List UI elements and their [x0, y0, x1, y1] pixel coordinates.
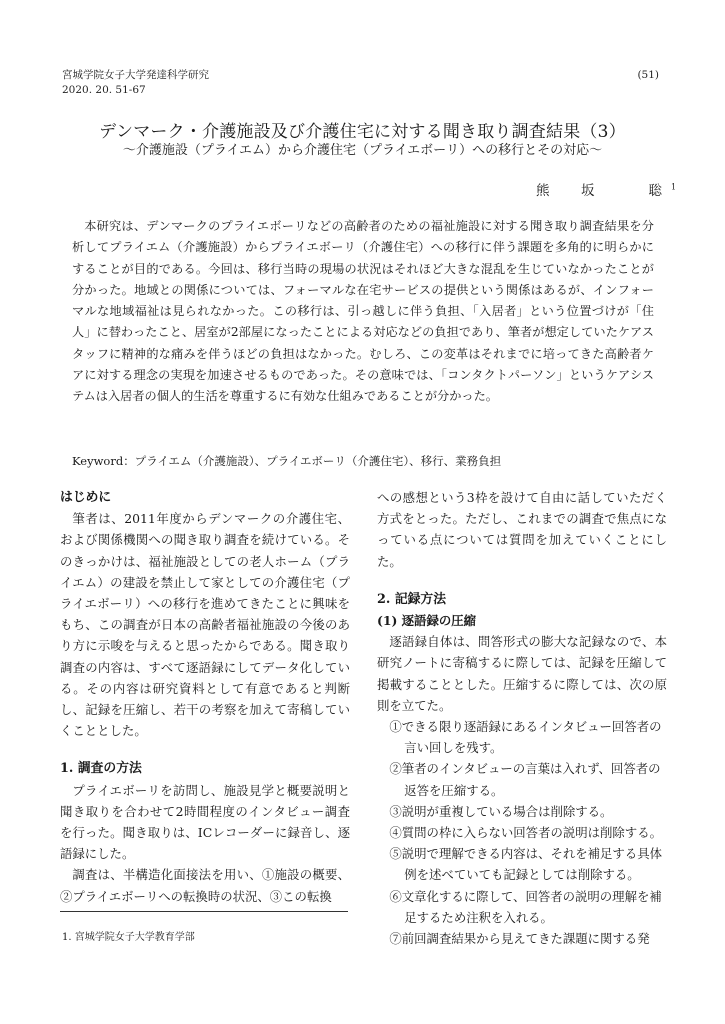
right-column [377, 487, 667, 949]
author-affiliation-mark: 1 [671, 182, 677, 192]
keywords: Keyword：プライエム（介護施設）、プライエボーリ（介護住宅）、移行、業務負担 [72, 454, 502, 468]
author-name: 熊 坂 聡 [536, 183, 671, 199]
left-column [60, 487, 350, 907]
rule-item: ④質問の枠に入らない回答者の説明は削除する。 [389, 825, 662, 841]
author [536, 179, 676, 199]
rule-item: ⑤説明で理解できる内容は、それを補足する具体例を述べていても記録としては削除する。 [389, 846, 662, 883]
rule-item: ⑥文章化するに際して、回答者の説明の理解を補足するため注釈を入れる。 [389, 888, 662, 925]
rule-item: ①できる限り逐語録にあるインタビュー回答者の言い回しを残す。 [389, 719, 662, 756]
section1-heading: 1. 調査の方法 [60, 761, 142, 777]
paper-title: デンマーク・介護施設及び介護住宅に対する聞き取り調査結果（3） [99, 122, 626, 142]
rule-item: ⑦前回調査結果から見えてきた課題に関する発 [389, 931, 650, 947]
footnote: 1. 宮城学院女子大学教育学部 [62, 932, 195, 943]
rule-item: ②筆者のインタビューの言葉は入れず、回答者の返答を圧縮する。 [389, 761, 661, 798]
intro-body: 筆者は、2011年度からデンマークの介護住宅、および関係機関への聞き取り調査を続けている。そのきっかけは、福祉施設としての老人ホーム（プライエム）の建設を禁止して家としての介護住宅（プライエボーリ）への移行を進めてきたことに興味をもち、この調査が日本の高齢者福祉施設の今後のあり方に示唆を与えると思ったからである。聞き取り調査の内容は、すべて逐語録にしてデータ化している。その内容は研究資料として有意であると判断し、記録を圧縮し、若干の考察を加えて寄稿していくこととした。 [60, 511, 350, 739]
section2-heading: 2. 記録方法 [377, 591, 447, 607]
section1-paragraph-2: 調査は、半構造化面接法を用い、①施設の概要、②プライエボーリへの転換時の状況、③この転換 [60, 867, 350, 904]
subsection-heading: (1) 逐語録の圧縮 [377, 613, 477, 629]
subsection-body: 逐語録自体は、問答形式の膨大な記録なので、本研究ノートに寄稿するに際しては、記録を圧縮して掲載することとした。圧縮するに際しては、次の原則を立てた。 [377, 634, 667, 713]
abstract-text: 本研究は、デンマークのプライエボーリなどの高齢者のための福祉施設に対する聞き取り調査結果を分析してプライエム（介護施設）からプライエボーリ（介護住宅）への移行に伴う課題を多角的に明らかにすることが目的である。今回は、移行当時の現場の状況はそれほど大きな混乱を生じていなかったことが分かった。地域との関係については、フォーマルな在宅サービスの提供という関係はあるが、インフォーマルな地域福祉は見られなかった。この移行は、引っ越しに伴う負担、「入居者」という位置づけが「住人」に替わったこと、居室が2部屋になったことによる対応などの負担であり、筆者が想定していたケアスタッフに精神的な痛みを伴うほどの負担はなかった。むしろ、この変革はそれまでに培ってきた高齢者ケアに対する理念の実現を加速させるものであった。その意味では、「コンタクトパーソン」というケアシステムは入居者の個人的生活を尊重するに有効な仕組みであることが分かった。 [72, 219, 654, 404]
section1-continuation: への感想という3枠を設けて自由に話していただく方式をとった。ただし、これまでの調査で焦点になっている点については質問を加えていくことにした。 [377, 490, 667, 569]
intro-heading: はじめに [60, 490, 112, 505]
journal-name: 宮城学院女子大学発達科学研究 [62, 69, 209, 81]
abstract [72, 216, 654, 408]
journal-issue: 2020. 20. 51-67 [62, 84, 146, 96]
footnote-divider [60, 911, 348, 912]
rule-item: ③説明が重複している場合は削除する。 [389, 803, 613, 819]
page-number: (51) [637, 69, 659, 81]
section1-paragraph-1: プライエボーリを訪問し、施設見学と概要説明と聞き取りを合わせて2時間程度のインタビュー調査を行った。聞き取りは、ICレコーダーに録音し、逐語録にした。 [60, 782, 350, 862]
paper-subtitle: ～介護施設（プライエム）から介護住宅（プライエボーリ）への移行とその対応～ [122, 143, 603, 158]
compression-rules [377, 716, 667, 949]
